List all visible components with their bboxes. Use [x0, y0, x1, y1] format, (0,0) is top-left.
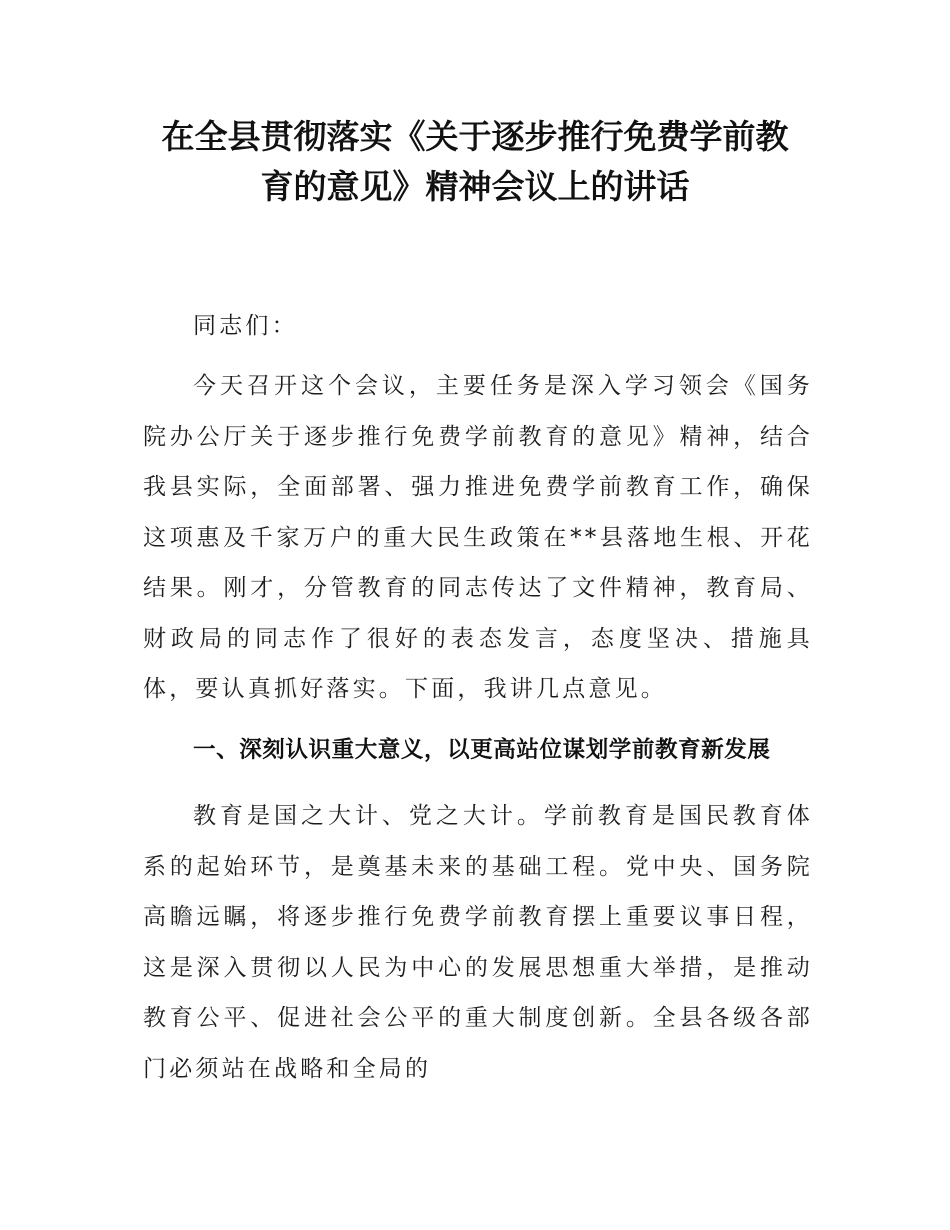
paragraph-intro: 今天召开这个会议，主要任务是深入学习领会《国务院办公厅关于逐步推行免费学前教育的意见》精神，结合我县实际，全面部署、强力推进免费学前教育工作，确保这项惠及千家万户的重大民生政策在**县落地生根、开花结果。刚才，分管教育的同志传达了文件精神，教育局、财政局的同志作了很好的表态发言，态度坚决、措施具体，要认真抓好落实。下面，我讲几点意见。 — [143, 373, 813, 702]
section-heading-1: 一、深刻认识重大意义，以更高站位谋划学前教育新发展 — [193, 737, 771, 763]
greeting: 同志们： — [193, 313, 298, 339]
document-title — [120, 112, 830, 212]
document-title-line-2: 育的意见》精神会议上的讲话 — [260, 167, 690, 206]
paragraph-section-1: 教育是国之大计、党之大计。学前教育是国民教育体系的起始环节，是奠基未来的基础工程。党中央、国务院高瞻远瞩，将逐步推行免费学前教育摆上重要议事日程，这是深入贯彻以人民为中心的发展思想重大举措，是推动教育公平、促进社会公平的重大制度创新。全县各级各部门必须站在战略和全局的 — [143, 803, 813, 1082]
document-title-line-1: 在全县贯彻落实《关于逐步推行免费学前教 — [161, 117, 789, 156]
